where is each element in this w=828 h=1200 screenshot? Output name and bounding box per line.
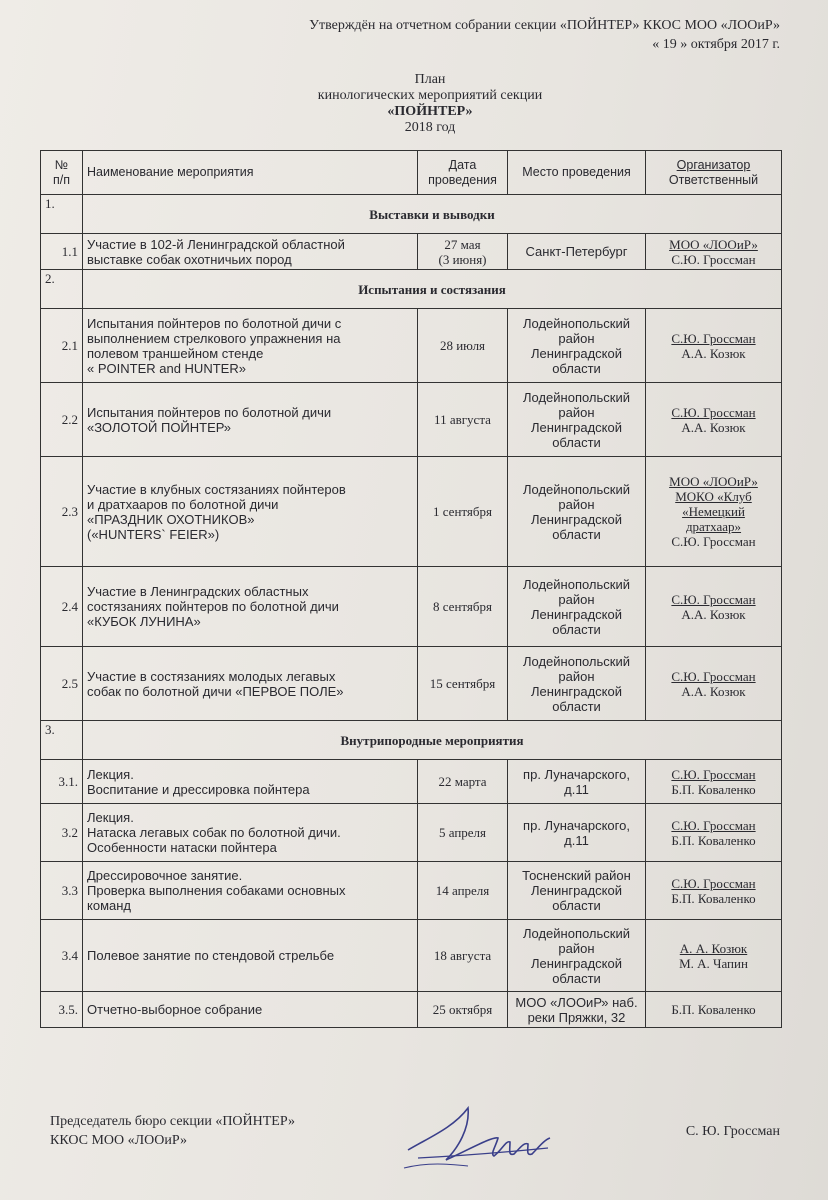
event-place bbox=[508, 760, 646, 804]
organizer-line: С.Ю. Гроссман bbox=[671, 766, 756, 782]
table-row bbox=[41, 920, 782, 992]
section-number: 1. bbox=[41, 195, 83, 234]
table-row bbox=[41, 309, 782, 383]
event-name-line: Особенности натаски пойнтера bbox=[87, 840, 277, 855]
organizer-line: С.Ю. Гроссман bbox=[671, 404, 756, 420]
event-name-line: Полевое занятие по стендовой стрельбе bbox=[87, 948, 335, 963]
events-table bbox=[40, 150, 782, 1028]
approval-line-1: Утверждён на отчетном собрании секции «ПОЙНТЕР» ККОС МОО «ЛООиР» bbox=[309, 18, 780, 33]
event-date-line: 1 сентября bbox=[433, 504, 492, 519]
row-number: 2.1 bbox=[41, 309, 83, 383]
event-place bbox=[508, 567, 646, 647]
event-organizer bbox=[646, 457, 782, 567]
row-number: 2.4 bbox=[41, 567, 83, 647]
event-place bbox=[508, 992, 646, 1028]
event-place-line: Лодейнопольский bbox=[522, 653, 630, 669]
event-place-line: Санкт-Петербург bbox=[525, 244, 628, 259]
event-place-line: области bbox=[552, 898, 601, 913]
event-place-line: Лодейнопольский bbox=[522, 576, 630, 592]
organizer-line: Б.П. Коваленко bbox=[671, 781, 756, 797]
organizer-line: А. А. Козюк bbox=[679, 940, 748, 956]
event-organizer bbox=[646, 647, 782, 721]
event-name bbox=[83, 234, 418, 270]
event-place-line: области bbox=[552, 360, 601, 376]
event-place bbox=[508, 647, 646, 721]
col-header-organizer: Организатор Ответственный bbox=[646, 151, 782, 195]
event-place-line: области bbox=[552, 526, 601, 542]
event-date-line: 8 сентября bbox=[433, 599, 492, 614]
event-place-line: области bbox=[552, 970, 601, 986]
event-place-line: Ленинградской bbox=[531, 883, 622, 898]
organizer-line: А.А. Козюк bbox=[681, 419, 746, 435]
event-name-line: команд bbox=[87, 898, 131, 913]
handwritten-signature bbox=[398, 1098, 558, 1178]
organizer-line: МОО «ЛООиР» bbox=[669, 474, 758, 489]
event-place-line: д.11 bbox=[564, 832, 589, 848]
event-date-line: 28 июля bbox=[439, 338, 486, 353]
table-row bbox=[41, 234, 782, 270]
event-organizer bbox=[646, 234, 782, 270]
event-name-line: « POINTER and HUNTER» bbox=[87, 360, 246, 376]
organizer-line: А.А. Козюк bbox=[681, 345, 746, 361]
table-header-row bbox=[41, 151, 782, 195]
event-date bbox=[418, 383, 508, 457]
section-number: 2. bbox=[41, 270, 83, 309]
organizer-line: Б.П. Коваленко bbox=[671, 832, 756, 848]
table-body bbox=[41, 195, 782, 1028]
chairman-name: С. Ю. Гроссман bbox=[685, 1124, 780, 1139]
event-place-line: реки Пряжки, 32 bbox=[527, 1009, 626, 1025]
event-name-line: Дрессировочное занятие. bbox=[87, 868, 243, 883]
row-number: 3.1. bbox=[41, 760, 83, 804]
event-name-line: Лекция. bbox=[87, 766, 134, 782]
event-place-line: области bbox=[552, 698, 601, 714]
event-name-line: «ПРАЗДНИК ОХОТНИКОВ» bbox=[87, 511, 255, 527]
event-date-line: 15 сентября bbox=[429, 676, 496, 691]
event-name bbox=[83, 804, 418, 862]
table-row bbox=[41, 457, 782, 567]
organizer-line: С.Ю. Гроссман bbox=[671, 534, 756, 549]
organizer-line: М. А. Чапин bbox=[679, 955, 748, 971]
event-date bbox=[418, 647, 508, 721]
event-name-line: Участие в 102-й Ленинградской областной bbox=[87, 236, 345, 252]
heading-plan: План bbox=[414, 72, 446, 87]
event-organizer bbox=[646, 309, 782, 383]
organizer-line: дратхаар» bbox=[685, 519, 742, 534]
organizer-line: С.Ю. Гроссман bbox=[671, 817, 756, 833]
event-name-line: состязаниях пойнтеров по болотной дичи bbox=[87, 599, 339, 614]
event-date-line: 14 апреля bbox=[435, 883, 490, 898]
event-place bbox=[508, 234, 646, 270]
event-date bbox=[418, 457, 508, 567]
event-name-line: «ЗОЛОТОЙ ПОЙНТЕР» bbox=[87, 419, 231, 435]
organizer-line: МОО «ЛООиР» bbox=[669, 236, 758, 252]
event-name-line: Участие в клубных состязаниях пойнтеров bbox=[87, 481, 346, 497]
organizer-line: Б.П. Коваленко bbox=[671, 1002, 756, 1017]
document-heading bbox=[180, 72, 680, 136]
chairman-line-2: ККОС МОО «ЛООиР» bbox=[50, 1133, 187, 1148]
event-date bbox=[418, 309, 508, 383]
row-number: 1.1 bbox=[41, 234, 83, 270]
col-header-number: № п/п bbox=[41, 151, 83, 195]
row-number: 3.4 bbox=[41, 920, 83, 992]
row-number: 2.2 bbox=[41, 383, 83, 457]
event-place bbox=[508, 457, 646, 567]
event-place-line: Лодейнопольский bbox=[522, 481, 630, 497]
event-name bbox=[83, 567, 418, 647]
event-name-line: Лекция. bbox=[87, 810, 134, 825]
organizer-line: С.Ю. Гроссман bbox=[671, 330, 756, 346]
event-place-line: район bbox=[558, 940, 595, 956]
event-name-line: и дратхааров по болотной дичи bbox=[87, 496, 279, 512]
event-place-line: район bbox=[558, 330, 595, 346]
event-name-line: Участие в состязаниях молодых легавых bbox=[87, 668, 336, 684]
event-place bbox=[508, 920, 646, 992]
event-place-line: район bbox=[558, 668, 595, 684]
event-date-line: 27 мая bbox=[444, 236, 481, 252]
row-number: 3.5. bbox=[41, 992, 83, 1028]
event-name-line: Участие в Ленинградских областных bbox=[87, 584, 309, 599]
event-date bbox=[418, 804, 508, 862]
event-date-line: (3 июня) bbox=[438, 251, 487, 267]
event-place-line: Лодейнопольский bbox=[522, 389, 630, 405]
event-place-line: МОО «ЛООиР» наб. bbox=[515, 994, 638, 1010]
chairman-line-1: Председатель бюро секции «ПОЙНТЕР» bbox=[50, 1114, 295, 1129]
event-organizer bbox=[646, 760, 782, 804]
organizer-line: С.Ю. Гроссман bbox=[671, 591, 756, 607]
event-date bbox=[418, 760, 508, 804]
event-organizer bbox=[646, 383, 782, 457]
event-place bbox=[508, 804, 646, 862]
event-place bbox=[508, 309, 646, 383]
event-place-line: Ленинградской bbox=[531, 955, 622, 971]
event-date-line: 5 апреля bbox=[438, 825, 487, 840]
event-organizer bbox=[646, 920, 782, 992]
heading-section: «ПОЙНТЕР» bbox=[387, 104, 473, 119]
organizer-line: С.Ю. Гроссман bbox=[671, 668, 756, 684]
row-number: 3.3 bbox=[41, 862, 83, 920]
col-header-date: Дата проведения bbox=[418, 151, 508, 195]
event-place-line: пр. Луначарского, bbox=[523, 766, 630, 782]
event-name bbox=[83, 457, 418, 567]
event-name-line: полевом траншейном стенде bbox=[87, 345, 264, 361]
table-row bbox=[41, 804, 782, 862]
heading-subtitle: кинологических мероприятий секции bbox=[317, 88, 543, 103]
event-organizer bbox=[646, 804, 782, 862]
event-place-line: области bbox=[552, 434, 601, 450]
event-date-line: 22 марта bbox=[438, 774, 487, 789]
event-name bbox=[83, 647, 418, 721]
chairman-title bbox=[50, 1112, 295, 1150]
section-row bbox=[41, 270, 782, 309]
section-number: 3. bbox=[41, 721, 83, 760]
section-title: Внутрипородные мероприятия bbox=[83, 721, 782, 760]
table-row bbox=[41, 760, 782, 804]
event-name bbox=[83, 309, 418, 383]
table-row bbox=[41, 992, 782, 1028]
event-place-line: район bbox=[558, 591, 595, 607]
event-name bbox=[83, 992, 418, 1028]
row-number: 3.2 bbox=[41, 804, 83, 862]
event-name-line: выставке собак охотничьих пород bbox=[87, 251, 292, 267]
event-place-line: области bbox=[552, 621, 601, 637]
organizer-line: Б.П. Коваленко bbox=[671, 890, 756, 906]
event-name-line: собак по болотной дичи «ПЕРВОЕ ПОЛЕ» bbox=[87, 683, 344, 699]
event-name-line: Испытания пойнтеров по болотной дичи bbox=[87, 404, 332, 420]
event-place-line: Ленинградской bbox=[531, 683, 622, 699]
heading-year: 2018 год bbox=[404, 120, 456, 135]
section-row bbox=[41, 195, 782, 234]
approval-note bbox=[220, 16, 780, 54]
event-name-line: Воспитание и дрессировка пойнтера bbox=[87, 781, 310, 797]
table-row bbox=[41, 383, 782, 457]
event-place-line: Тосненский район bbox=[522, 868, 631, 883]
event-place-line: пр. Луначарского, bbox=[523, 817, 630, 833]
event-place-line: Ленинградской bbox=[531, 511, 622, 527]
approval-line-2: « 19 » октября 2017 г. bbox=[652, 37, 780, 52]
event-date bbox=[418, 992, 508, 1028]
event-name bbox=[83, 383, 418, 457]
event-name bbox=[83, 862, 418, 920]
event-name-line: Натаска легавых собак по болотной дичи. bbox=[87, 825, 341, 840]
event-date bbox=[418, 567, 508, 647]
event-name-line: выполнением стрелкового упражнения на bbox=[87, 330, 341, 346]
section-title: Испытания и состязания bbox=[83, 270, 782, 309]
event-date bbox=[418, 862, 508, 920]
event-place bbox=[508, 383, 646, 457]
event-place-line: Ленинградской bbox=[531, 419, 622, 435]
event-place-line: район bbox=[558, 404, 595, 420]
organizer-line: С.Ю. Гроссман bbox=[671, 251, 756, 267]
event-organizer bbox=[646, 567, 782, 647]
organizer-line: С.Ю. Гроссман bbox=[671, 875, 756, 891]
organizer-line: МОКО «Клуб bbox=[675, 489, 752, 504]
organizer-line: А.А. Козюк bbox=[681, 606, 746, 622]
event-date bbox=[418, 920, 508, 992]
col-header-name: Наименование мероприятия bbox=[83, 151, 418, 195]
event-date-line: 11 августа bbox=[434, 412, 491, 427]
event-name-line: Отчетно-выборное собрание bbox=[87, 1002, 263, 1017]
event-organizer bbox=[646, 992, 782, 1028]
event-place-line: район bbox=[558, 496, 595, 512]
event-place-line: Лодейнопольский bbox=[522, 925, 630, 941]
event-name-line: Проверка выполнения собаками основных bbox=[87, 883, 346, 898]
event-date-line: 25 октября bbox=[432, 1002, 493, 1017]
event-place-line: д.11 bbox=[564, 781, 589, 797]
row-number: 2.3 bbox=[41, 457, 83, 567]
table-row bbox=[41, 862, 782, 920]
event-date bbox=[418, 234, 508, 270]
event-place-line: Лодейнопольский bbox=[522, 315, 630, 331]
event-organizer bbox=[646, 862, 782, 920]
organizer-line: А.А. Козюк bbox=[681, 683, 746, 699]
table-row bbox=[41, 647, 782, 721]
row-number: 2.5 bbox=[41, 647, 83, 721]
event-name bbox=[83, 760, 418, 804]
section-title: Выставки и выводки bbox=[83, 195, 782, 234]
event-date-line: 18 августа bbox=[433, 948, 492, 963]
event-name-line: Испытания пойнтеров по болотной дичи с bbox=[87, 315, 342, 331]
table-row bbox=[41, 567, 782, 647]
section-row bbox=[41, 721, 782, 760]
col-header-place: Место проведения bbox=[508, 151, 646, 195]
event-name bbox=[83, 920, 418, 992]
event-name-line: («HUNTERS` FEIER») bbox=[87, 526, 220, 542]
event-place-line: Ленинградской bbox=[531, 606, 622, 622]
event-place-line: Ленинградской bbox=[531, 345, 622, 361]
organizer-line: «Немецкий bbox=[682, 504, 745, 519]
event-name-line: «КУБОК ЛУНИНА» bbox=[87, 614, 201, 629]
event-place bbox=[508, 862, 646, 920]
